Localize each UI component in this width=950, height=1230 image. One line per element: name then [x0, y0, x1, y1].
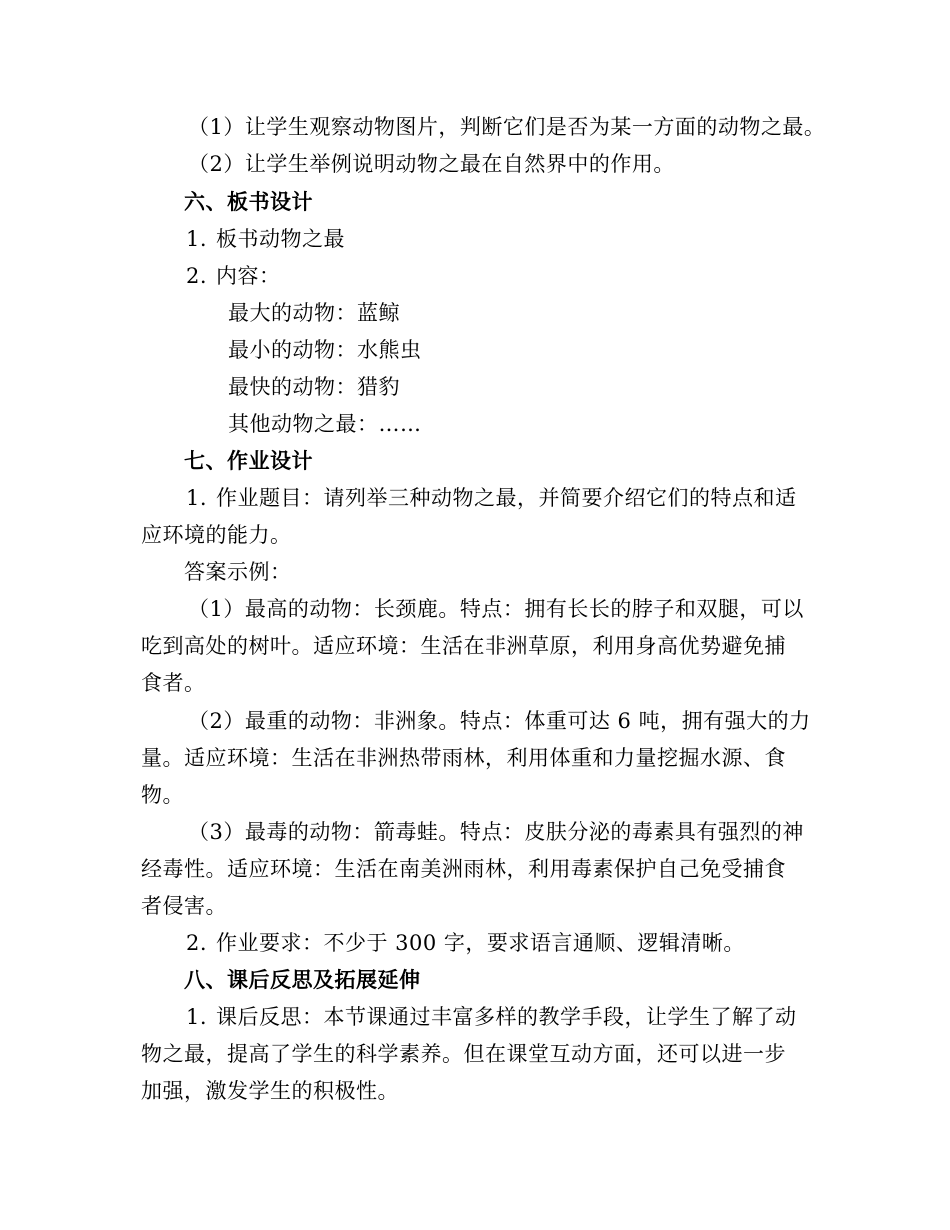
board-entry: 最大的动物：蓝鲸	[228, 301, 400, 325]
paragraph-line: 吃到高处的树叶。适应环境：生活在非洲草原，利用身高优势避免捕	[141, 634, 786, 658]
activity-item-2: （2）让学生举例说明动物之最在自然界中的作用。	[188, 152, 675, 176]
board-entry: 最快的动物：猎豹	[228, 375, 400, 399]
answer-example-label: 答案示例：	[184, 560, 292, 584]
paragraph-line: 量。适应环境：生活在非洲热带雨林，利用体重和力量挖掘水源、食	[141, 746, 786, 770]
list-item	[186, 227, 345, 251]
list-number: 1.	[186, 486, 208, 510]
paragraph-line: 物。	[141, 783, 184, 807]
answer-item-1: （1）最高的动物：长颈鹿。特点：拥有长长的脖子和双腿，可以	[188, 597, 804, 621]
paragraph-line: 物之最，提高了学生的科学素养。但在课堂互动方面，还可以进一步	[141, 1042, 786, 1066]
list-item	[186, 264, 281, 288]
list-item-text: 课后反思：本节课通过丰富多样的教学手段，让学生了解了动	[216, 1005, 797, 1029]
paragraph-line: 加强，激发学生的积极性。	[141, 1079, 399, 1103]
answer-item-2: （2）最重的动物：非洲象。特点：体重可达 6 吨，拥有强大的力	[188, 709, 811, 733]
list-item-text: 内容：	[216, 264, 281, 288]
list-item-text: 作业要求：不少于 300 字，要求语言通顺、逻辑清晰。	[216, 931, 745, 955]
paragraph-line: 应环境的能力。	[141, 523, 292, 547]
paragraph-line: 食者。	[141, 671, 206, 695]
section-heading-8: 八、课后反思及拓展延伸	[184, 967, 421, 992]
list-item-text: 作业题目：请列举三种动物之最，并简要介绍它们的特点和适	[216, 486, 797, 510]
list-number: 1.	[186, 1005, 208, 1029]
list-item	[186, 1005, 797, 1029]
paragraph-line: 者侵害。	[141, 894, 227, 918]
list-item	[186, 486, 797, 510]
board-entry: 其他动物之最：……	[228, 412, 422, 436]
paragraph-line: 经毒性。适应环境：生活在南美洲雨林，利用毒素保护自己免受捕食	[141, 857, 786, 881]
list-number: 2.	[186, 264, 208, 288]
answer-item-3: （3）最毒的动物：箭毒蛙。特点：皮肤分泌的毒素具有强烈的神	[188, 820, 804, 844]
activity-item-1: （1）让学生观察动物图片，判断它们是否为某一方面的动物之最。	[188, 115, 826, 139]
list-number: 2.	[186, 931, 208, 955]
list-item	[186, 931, 745, 955]
section-heading-6: 六、板书设计	[184, 189, 313, 214]
list-number: 1.	[186, 227, 208, 251]
list-item-text: 板书动物之最	[216, 227, 345, 251]
board-entry: 最小的动物：水熊虫	[228, 338, 422, 362]
section-heading-7: 七、作业设计	[184, 448, 313, 473]
